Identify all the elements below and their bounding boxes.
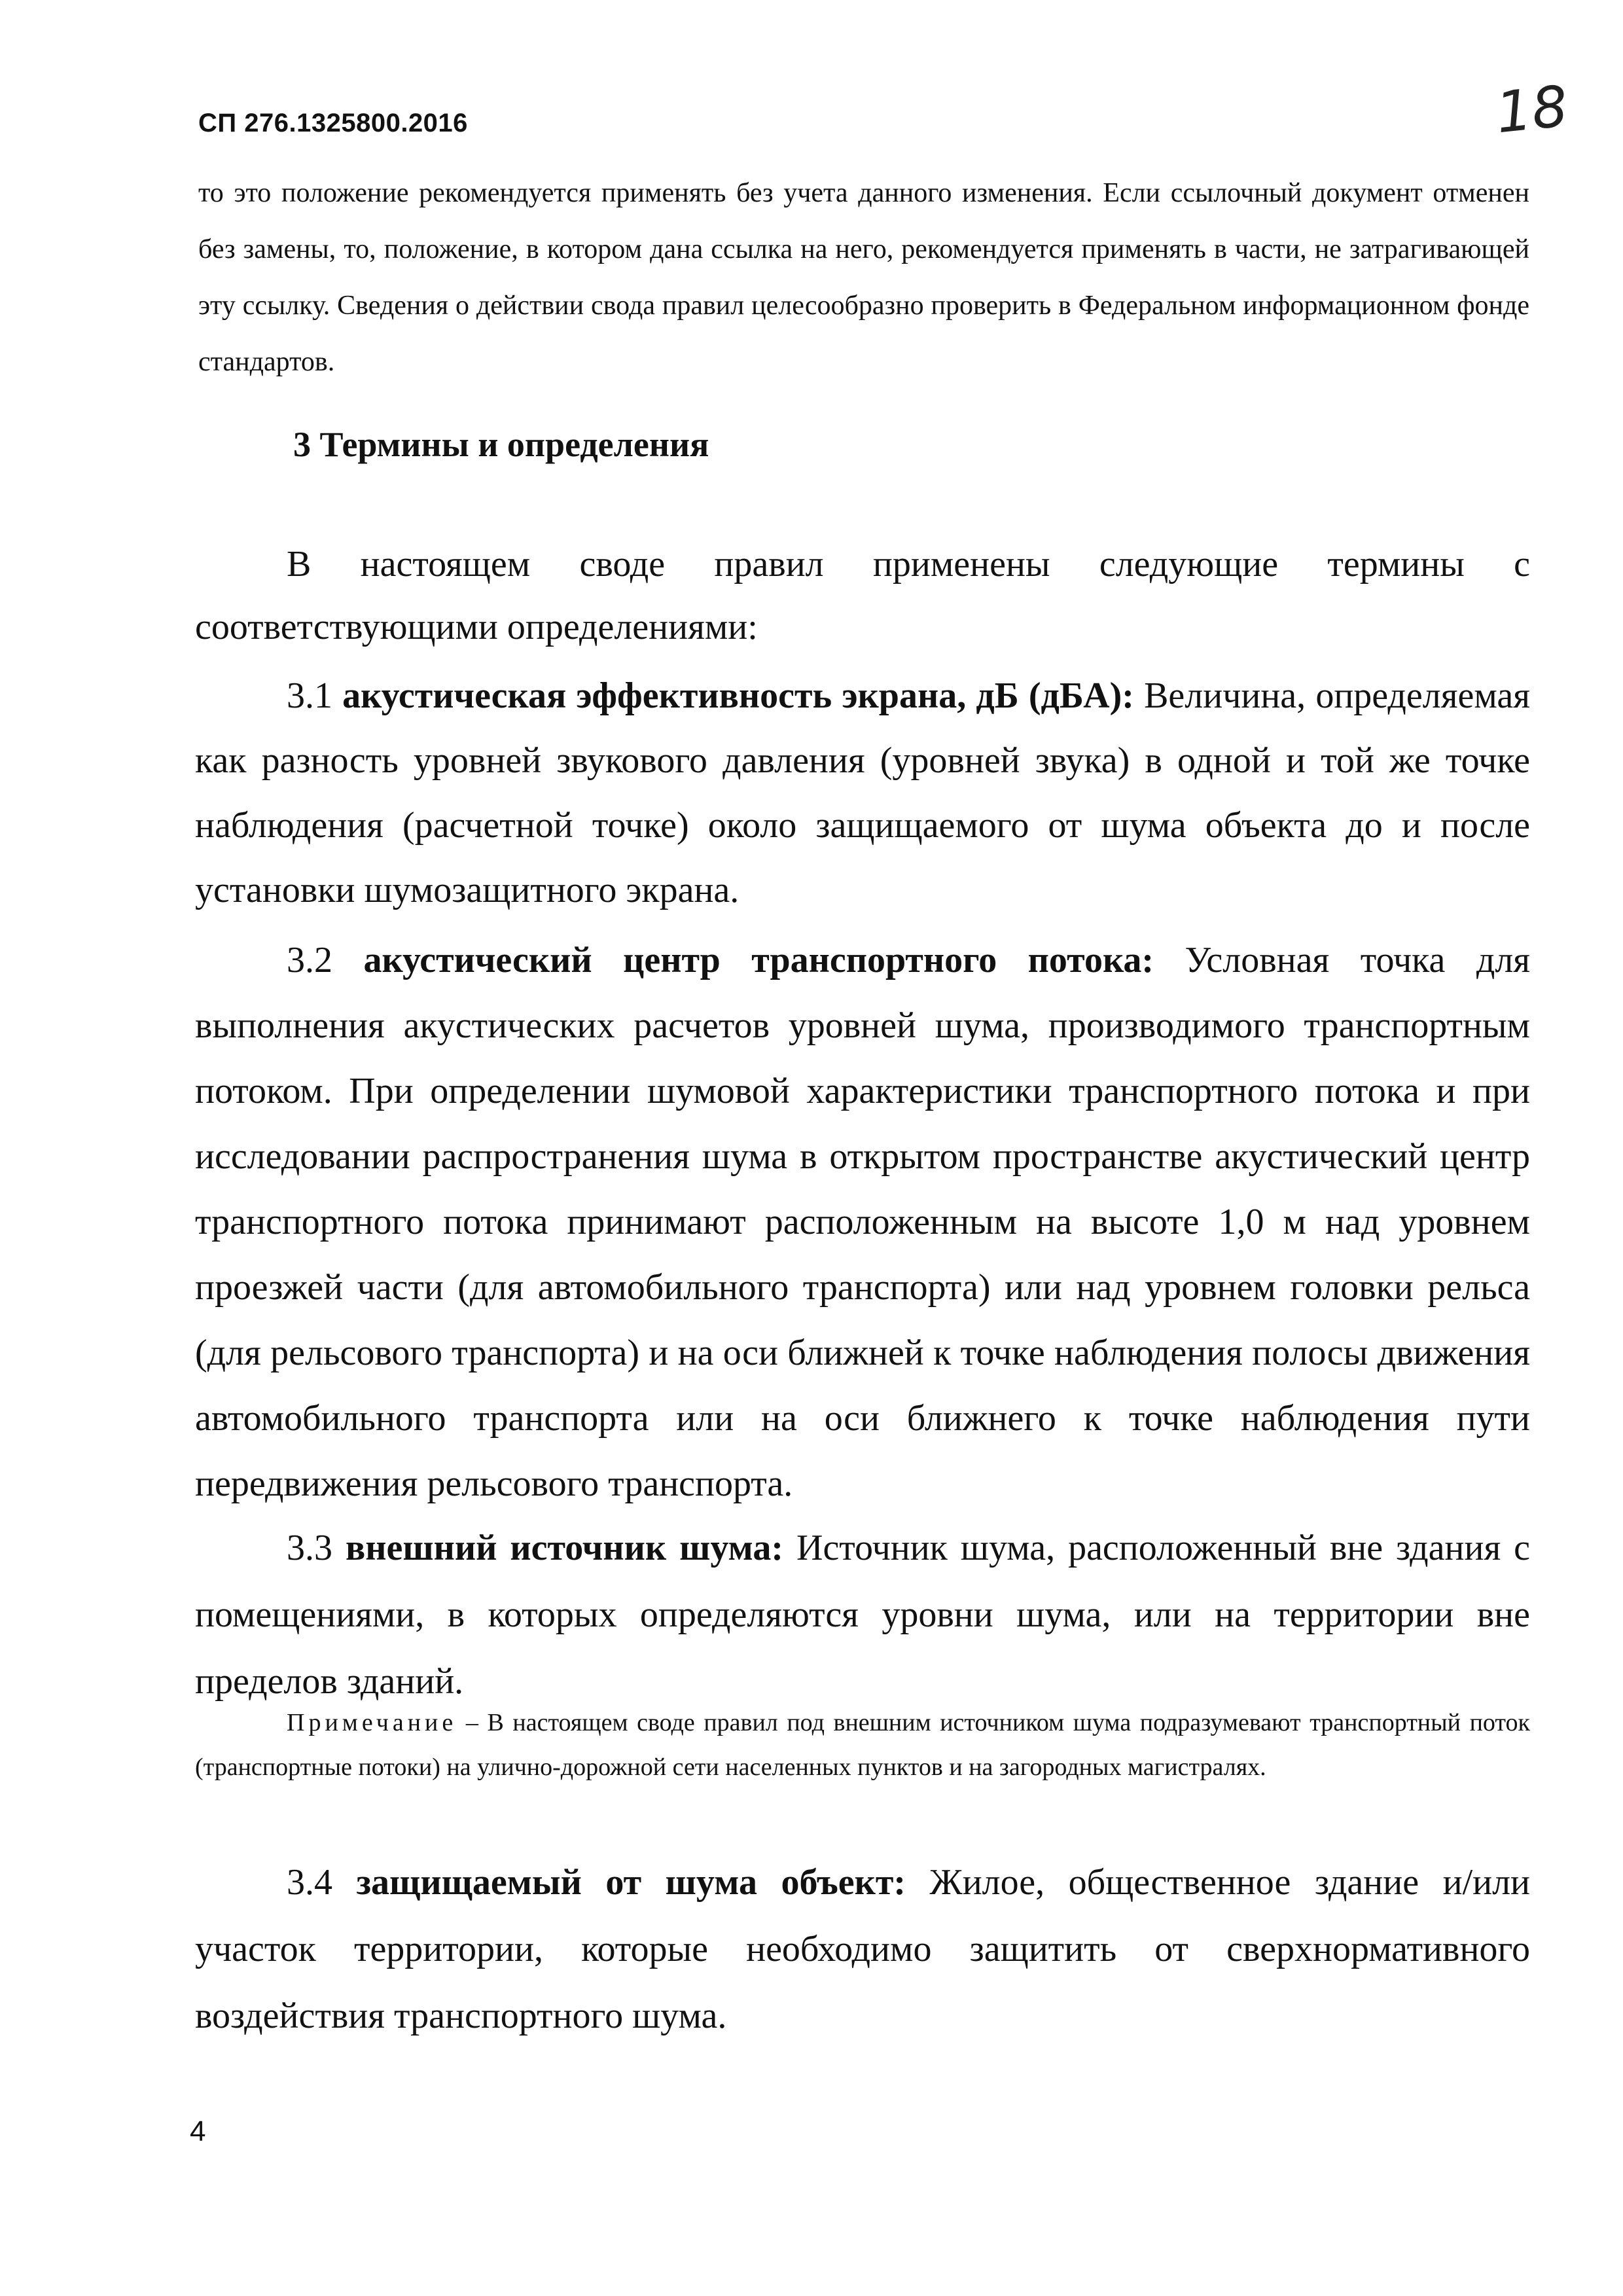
handwritten-page-number: 18 [1493, 73, 1571, 147]
term-title: акустическая эффективность экрана, дБ (дБА): [342, 675, 1134, 716]
term-number: 3.1 [287, 675, 332, 716]
term-3-2 [195, 927, 1530, 1516]
term-number: 3.2 [287, 940, 332, 980]
intro-paragraph: то это положение рекомендуется применять без учета данного изменения. Если ссылочный документ отменен без замены, то, положение, в котором дана ссылка на него, рекомендуется применять в части, не затрагивающей эту ссылку. Сведения о действии свода правил целесообразно проверить в Федеральном информационном фонде стандартов. [198, 178, 1529, 377]
page-number: 4 [190, 2115, 206, 2147]
term-title: внешний источник шума: [345, 1528, 784, 1568]
term-3-4 [195, 1849, 1530, 2049]
term-title: акустический центр транспортного потока: [363, 940, 1154, 980]
term-number: 3.3 [287, 1528, 332, 1568]
term-definition: Величина, определяемая как разность уровней звукового давления (уровней звука) в одной и той же точке наблюдения (расчетной точке) около защищаемого от шума объекта до и после установки шумозащитного экрана. [195, 675, 1530, 910]
term-definition: Источник шума, расположенный вне здания с помещениями, в которых определяются уровни шума, или на территории вне пределов зданий. [195, 1528, 1531, 1702]
term-definition: Жилое, общественное здание и/или участок территории, которые необходимо защитить от сверхнормативного воздействия транспортного шума. [195, 1862, 1531, 2036]
note-text: В настоящем своде правил под внешним источником шума подразумевают транспортный поток (транспортные потоки) на улично-дорожной сети населенных пунктов и на загородных магистралях. [195, 1709, 1531, 1781]
term-3-3 [195, 1515, 1530, 1715]
term-number: 3.4 [287, 1862, 332, 1903]
term-definition: Условная точка для выполнения акустических расчетов уровней шума, производимого транспортным потоком. При определении шумовой характеристики транспортного потока и при исследовании распространения шума в открытом пространстве акустический центр транспортного потока принимают расположенным на высоте 1,0 м над уровнем проезжей части (для автомобильного транспорта) или над уровнем головки рельса (для рельсового транспорта) и на оси ближней к точке наблюдения полосы движения автомобильного транспорта или на оси ближнего к точке наблюдения пути передвижения рельсового транспорта. [195, 940, 1531, 1504]
section-heading: 3 Термины и определения [293, 425, 709, 464]
note-dash: – [465, 1709, 478, 1736]
term-3-1 [195, 664, 1530, 923]
section-lead: В настоящем своде правил применены следующие термины с соответствующими определениями: [195, 544, 1530, 647]
note-paragraph [195, 1700, 1530, 1789]
note-label: Примечание [287, 1709, 457, 1736]
term-title: защищаемый от шума объект: [356, 1862, 906, 1903]
document-code: СП 276.1325800.2016 [198, 109, 468, 137]
